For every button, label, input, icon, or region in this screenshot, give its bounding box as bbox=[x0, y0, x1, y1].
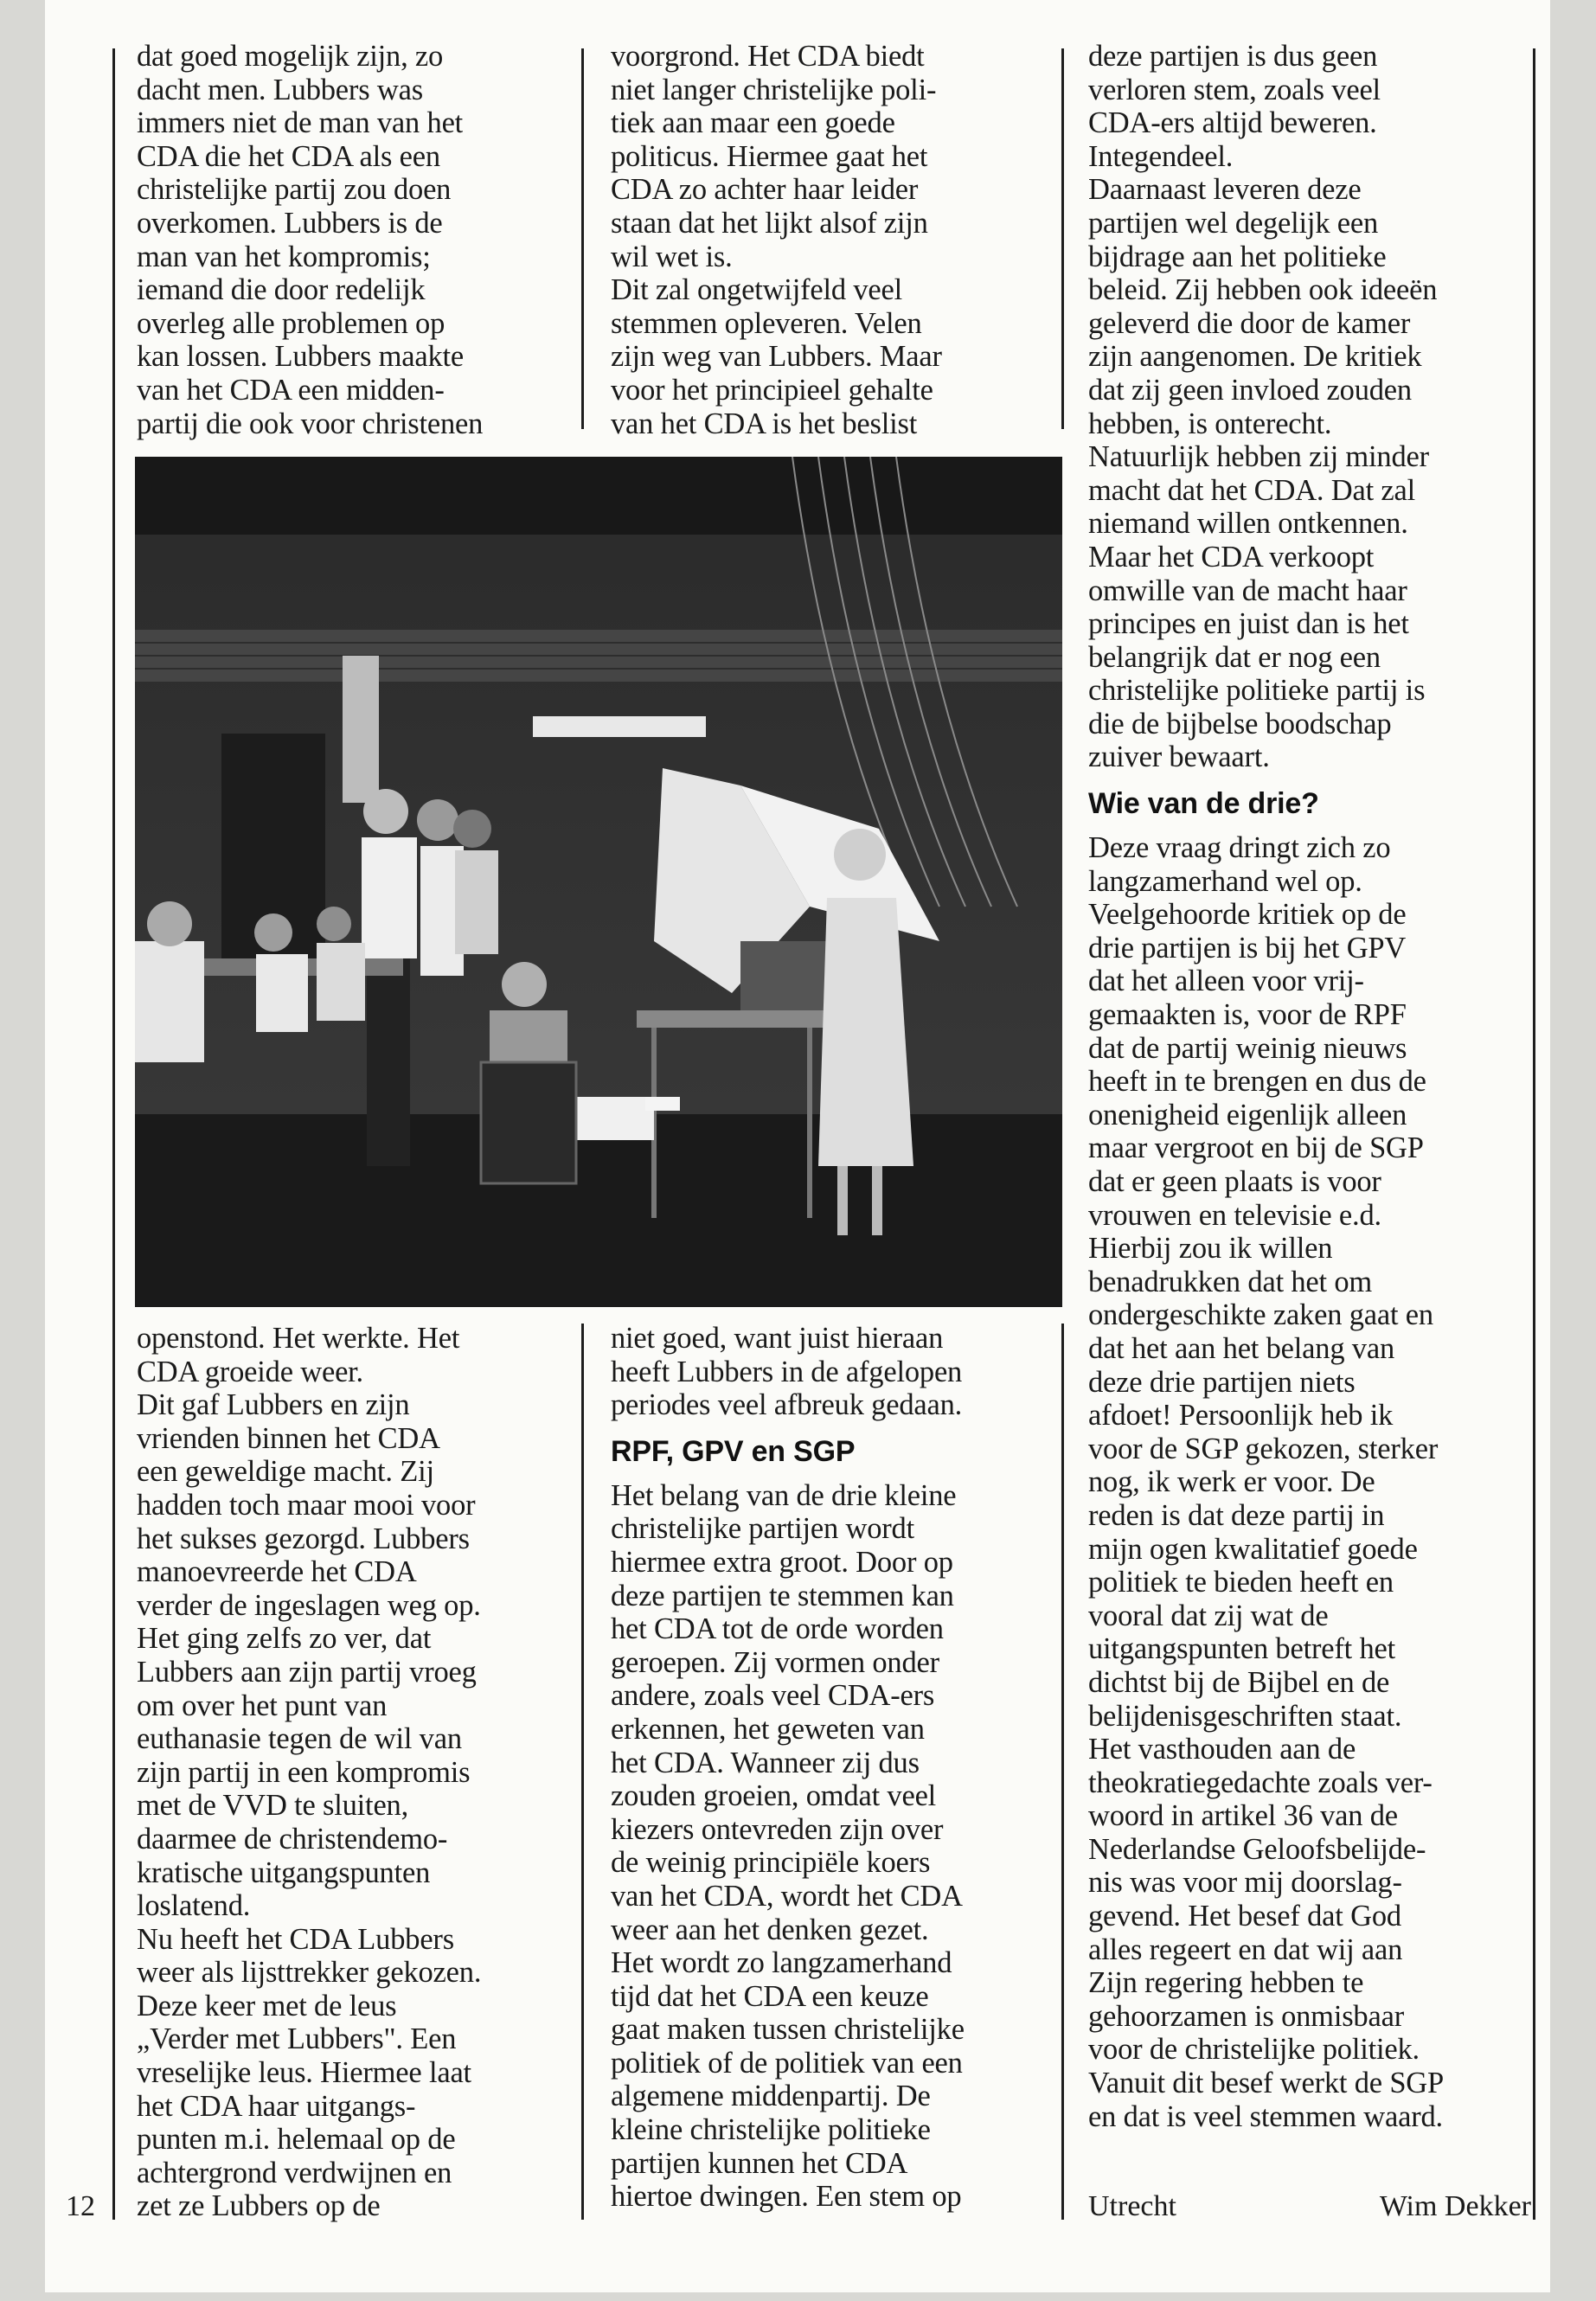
text-line: belangrijk dat er nog een bbox=[1088, 640, 1381, 674]
text-line: openstond. Het werkte. Het bbox=[137, 1322, 460, 1355]
text-line: een geweldige macht. Zij bbox=[137, 1455, 434, 1489]
text-line: Deze vraag dringt zich zo bbox=[1088, 831, 1391, 865]
text-line: macht dat het CDA. Dat zal bbox=[1088, 473, 1416, 507]
text-line: politicus. Hiermee gaat het bbox=[611, 139, 928, 173]
text-line: CDA-ers altijd beweren. bbox=[1088, 106, 1377, 140]
column-3-intro bbox=[1088, 40, 1444, 774]
text-line: zijn aangenomen. De kritiek bbox=[1088, 340, 1422, 374]
text-line: tiek aan maar een goede bbox=[611, 106, 895, 140]
text-line: politiek te bieden heeft en bbox=[1088, 1566, 1394, 1599]
text-line: dat er geen plaats is voor bbox=[1088, 1165, 1381, 1198]
text-line: dat het alleen voor vrij- bbox=[1088, 965, 1364, 998]
text-line: het CDA haar uitgangs- bbox=[137, 2089, 416, 2123]
text-line: man van het kompromis; bbox=[137, 240, 431, 273]
text-line: Het ging zelfs zo ver, dat bbox=[137, 1622, 432, 1656]
text-line: christelijke partij zou doen bbox=[137, 173, 452, 207]
text-line: partijen kunnen het CDA bbox=[611, 2146, 908, 2180]
text-line: met de VVD te sluiten, bbox=[137, 1789, 409, 1823]
text-line: euthanasie tegen de wil van bbox=[137, 1722, 462, 1756]
text-line: loslatend. bbox=[137, 1889, 251, 1923]
text-line: het CDA tot de orde worden bbox=[611, 1612, 944, 1646]
text-line: dat de partij weinig nieuws bbox=[1088, 1031, 1407, 1065]
text-line: verder de ingeslagen weg op. bbox=[137, 1588, 481, 1622]
text-line: gevend. Het besef dat God bbox=[1088, 1900, 1401, 1933]
text-line: kan lossen. Lubbers maakte bbox=[137, 340, 465, 374]
text-line: Zijn regering hebben te bbox=[1088, 1966, 1364, 2000]
text-line: drie partijen is bij het GPV bbox=[1088, 931, 1407, 965]
text-line: om over het punt van bbox=[137, 1689, 388, 1722]
text-line: Deze keer met de leus bbox=[137, 1989, 397, 2022]
text-line: vreselijke leus. Hiermee laat bbox=[137, 2056, 471, 2090]
text-line: verloren stem, zoals veel bbox=[1088, 73, 1381, 106]
text-line: voor het principieel gehalte bbox=[611, 373, 933, 407]
section-heading-wie-van-de-drie: Wie van de drie? bbox=[1088, 787, 1319, 821]
text-line: kleine christelijke politieke bbox=[611, 2113, 931, 2147]
column-2-bottom-rest bbox=[611, 1479, 965, 2214]
signature-place: Utrecht bbox=[1088, 2190, 1176, 2222]
text-line: voor de SGP gekozen, sterker bbox=[1088, 1432, 1439, 1465]
text-line: andere, zoals veel CDA-ers bbox=[611, 1679, 935, 1713]
photo-illustration bbox=[135, 457, 1062, 1307]
text-line: die de bijbelse boodschap bbox=[1088, 707, 1392, 740]
page-number: 12 bbox=[66, 2190, 95, 2222]
text-line: niemand willen ontkennen. bbox=[1088, 507, 1408, 541]
text-line: Hierbij zou ik willen bbox=[1088, 1232, 1333, 1266]
text-line: staan dat het lijkt alsof zijn bbox=[611, 206, 928, 240]
text-line: erkennen, het geweten van bbox=[611, 1712, 925, 1746]
text-line: principes en juist dan is het bbox=[1088, 607, 1409, 641]
text-line: CDA groeide weer. bbox=[137, 1355, 363, 1388]
text-line: van het CDA een midden- bbox=[137, 373, 445, 407]
text-line: geleverd die door de kamer bbox=[1088, 306, 1411, 340]
text-line: zouden groeien, omdat veel bbox=[611, 1779, 937, 1813]
text-line: Integendeel. bbox=[1088, 139, 1234, 173]
text-line: gehoorzamen is onmisbaar bbox=[1088, 1999, 1404, 2033]
text-line: het CDA. Wanneer zij dus bbox=[611, 1746, 920, 1779]
text-line: belijdenisgeschriften staat. bbox=[1088, 1699, 1402, 1733]
magazine-page bbox=[45, 0, 1550, 2292]
text-line: deze drie partijen niets bbox=[1088, 1365, 1356, 1399]
text-line: kiezers ontevreden zijn over bbox=[611, 1812, 944, 1846]
text-line: gemaakten is, voor de RPF bbox=[1088, 998, 1407, 1032]
text-line: niet goed, want juist hieraan bbox=[611, 1322, 944, 1355]
text-line: niet langer christelijke poli- bbox=[611, 73, 937, 106]
text-line: achtergrond verdwijnen en bbox=[137, 2156, 452, 2189]
text-line: van het CDA is het beslist bbox=[611, 407, 918, 440]
text-line: woord in artikel 36 van de bbox=[1088, 1799, 1398, 1833]
text-line: van het CDA, wordt het CDA bbox=[611, 1879, 963, 1913]
text-line: dat het aan het belang van bbox=[1088, 1331, 1395, 1365]
text-line: kratische uitgangspunten bbox=[137, 1856, 431, 1889]
text-line: christelijke politieke partij is bbox=[1088, 674, 1426, 708]
text-line: Het vasthouden aan de bbox=[1088, 1733, 1356, 1766]
text-line: uitgangspunten betreft het bbox=[1088, 1632, 1396, 1666]
text-line: partijen wel degelijk een bbox=[1088, 206, 1379, 240]
text-line: het sukses gezorgd. Lubbers bbox=[137, 1522, 470, 1555]
text-line: iemand die door redelijk bbox=[137, 273, 426, 307]
text-line: Natuurlijk hebben zij minder bbox=[1088, 440, 1429, 474]
column-1-bottom bbox=[137, 1322, 481, 2223]
text-line: Nu heeft het CDA Lubbers bbox=[137, 1922, 454, 1956]
text-line: zijn weg van Lubbers. Maar bbox=[611, 340, 942, 374]
text-line: weer als lijsttrekker gekozen. bbox=[137, 1956, 482, 1990]
text-line: Het wordt zo langzamerhand bbox=[611, 1946, 952, 1980]
column-rule-2-lower bbox=[1061, 1324, 1064, 2220]
text-line: deze partijen te stemmen kan bbox=[611, 1579, 954, 1612]
text-line: hadden toch maar mooi voor bbox=[137, 1488, 476, 1522]
text-line: mijn ogen kwalitatief goede bbox=[1088, 1532, 1418, 1566]
text-line: dichtst bij de Bijbel en de bbox=[1088, 1665, 1390, 1699]
text-line: onenigheid eigenlijk alleen bbox=[1088, 1098, 1407, 1131]
text-line: politiek of de politiek van een bbox=[611, 2046, 963, 2080]
text-line: geroepen. Zij vormen onder bbox=[611, 1645, 939, 1679]
text-line: Dit zal ongetwijfeld veel bbox=[611, 273, 903, 307]
column-rule-1-lower bbox=[581, 1324, 584, 2220]
text-line: Veelgehoorde kritiek op de bbox=[1088, 898, 1407, 932]
column-2-top bbox=[611, 40, 942, 440]
text-line: hiermee extra groot. Door op bbox=[611, 1545, 953, 1579]
text-line: zet ze Lubbers op de bbox=[137, 2189, 381, 2223]
text-line: overkomen. Lubbers is de bbox=[137, 206, 443, 240]
text-line: vooral dat zij wat de bbox=[1088, 1599, 1329, 1632]
text-line: dat zij geen invloed zouden bbox=[1088, 373, 1412, 407]
text-line: en dat is veel stemmen waard. bbox=[1088, 2099, 1443, 2133]
left-margin-rule bbox=[112, 48, 115, 2220]
text-line: CDA zo achter haar leider bbox=[611, 173, 919, 207]
text-line: overleg alle problemen op bbox=[137, 306, 445, 340]
text-line: Maar het CDA verkoopt bbox=[1088, 540, 1375, 574]
text-line: hiertoe dwingen. Een stem op bbox=[611, 2180, 962, 2214]
column-2-bottom-intro bbox=[611, 1322, 965, 1422]
text-line: voorgrond. Het CDA biedt bbox=[611, 40, 925, 73]
text-line: Het belang van de drie kleine bbox=[611, 1478, 957, 1512]
text-line: CDA die het CDA als een bbox=[137, 139, 440, 173]
right-margin-rule bbox=[1533, 48, 1535, 2220]
text-line: omwille van de macht haar bbox=[1088, 574, 1407, 607]
text-line: heeft Lubbers in de afgelopen bbox=[611, 1355, 963, 1388]
text-line: langzamerhand wel op. bbox=[1088, 864, 1362, 898]
text-line: immers niet de man van het bbox=[137, 106, 464, 140]
text-line: Dit gaf Lubbers en zijn bbox=[137, 1388, 410, 1422]
column-rule-2 bbox=[1061, 48, 1064, 429]
column-1-top bbox=[137, 40, 483, 440]
text-line: tijd dat het CDA een keuze bbox=[611, 1979, 929, 2013]
text-line: Daarnaast leveren deze bbox=[1088, 173, 1362, 207]
text-line: nog, ik werk er voor. De bbox=[1088, 1465, 1375, 1499]
text-line: deze partijen is dus geen bbox=[1088, 40, 1378, 73]
text-line: zuiver bewaart. bbox=[1088, 740, 1270, 774]
text-line: Lubbers aan zijn partij vroeg bbox=[137, 1655, 477, 1689]
text-line: alles regeert en dat wij aan bbox=[1088, 1932, 1403, 1966]
column-3-rest bbox=[1088, 831, 1444, 2133]
text-line: gaat maken tussen christelijke bbox=[611, 2013, 965, 2047]
text-line: afdoet! Persoonlijk heb ik bbox=[1088, 1399, 1394, 1433]
text-line: beleid. Zij hebben ook ideeën bbox=[1088, 273, 1438, 307]
text-line: weer aan het denken gezet. bbox=[611, 1913, 929, 1946]
text-line: reden is dat deze partij in bbox=[1088, 1498, 1385, 1532]
text-line: nis was voor mij doorslag- bbox=[1088, 1866, 1402, 1900]
text-line: punten m.i. helemaal op de bbox=[137, 2123, 456, 2157]
text-line: de weinig principiële koers bbox=[611, 1846, 931, 1880]
text-line: stemmen opleveren. Velen bbox=[611, 306, 922, 340]
text-line: dat goed mogelijk zijn, zo bbox=[137, 40, 444, 73]
text-line: dacht men. Lubbers was bbox=[137, 73, 423, 106]
text-line: theokratiegedachte zoals ver- bbox=[1088, 1766, 1433, 1799]
text-line: periodes veel afbreuk gedaan. bbox=[611, 1388, 963, 1422]
text-line: manoevreerde het CDA bbox=[137, 1555, 417, 1589]
text-line: daarmee de christendemo- bbox=[137, 1822, 448, 1856]
polling-station-photo bbox=[135, 457, 1062, 1307]
text-line: vrouwen en televisie e.d. bbox=[1088, 1198, 1381, 1232]
text-line: Nederlandse Geloofsbelijde- bbox=[1088, 1832, 1426, 1866]
text-line: partij die ook voor christenen bbox=[137, 407, 484, 440]
text-line: wil wet is. bbox=[611, 240, 733, 273]
text-line: vrienden binnen het CDA bbox=[137, 1421, 440, 1455]
signature-author: Wim Dekker bbox=[1379, 2190, 1531, 2222]
text-line: hebben, is onterecht. bbox=[1088, 407, 1332, 440]
text-line: voor de christelijke politiek. bbox=[1088, 2033, 1420, 2067]
text-line: maar vergroot en bij de SGP bbox=[1088, 1131, 1424, 1165]
text-line: algemene middenpartij. De bbox=[611, 2080, 931, 2113]
column-3 bbox=[1088, 40, 1444, 2133]
column-rule-1 bbox=[581, 48, 584, 429]
text-line: heeft in te brengen en dus de bbox=[1088, 1065, 1426, 1099]
text-line: christelijke partijen wordt bbox=[611, 1512, 914, 1546]
section-heading-rpf-gpv-sgp: RPF, GPV en SGP bbox=[611, 1434, 856, 1468]
text-line: zijn partij in een kompromis bbox=[137, 1755, 471, 1789]
text-line: benadrukken dat het om bbox=[1088, 1265, 1373, 1298]
text-line: ondergeschikte zaken gaat en bbox=[1088, 1298, 1433, 1332]
text-line: „Verder met Lubbers". Een bbox=[137, 2022, 457, 2056]
column-2-bottom bbox=[611, 1322, 965, 2214]
text-line: Vanuit dit besef werkt de SGP bbox=[1088, 2067, 1445, 2100]
text-line: bijdrage aan het politieke bbox=[1088, 240, 1387, 273]
